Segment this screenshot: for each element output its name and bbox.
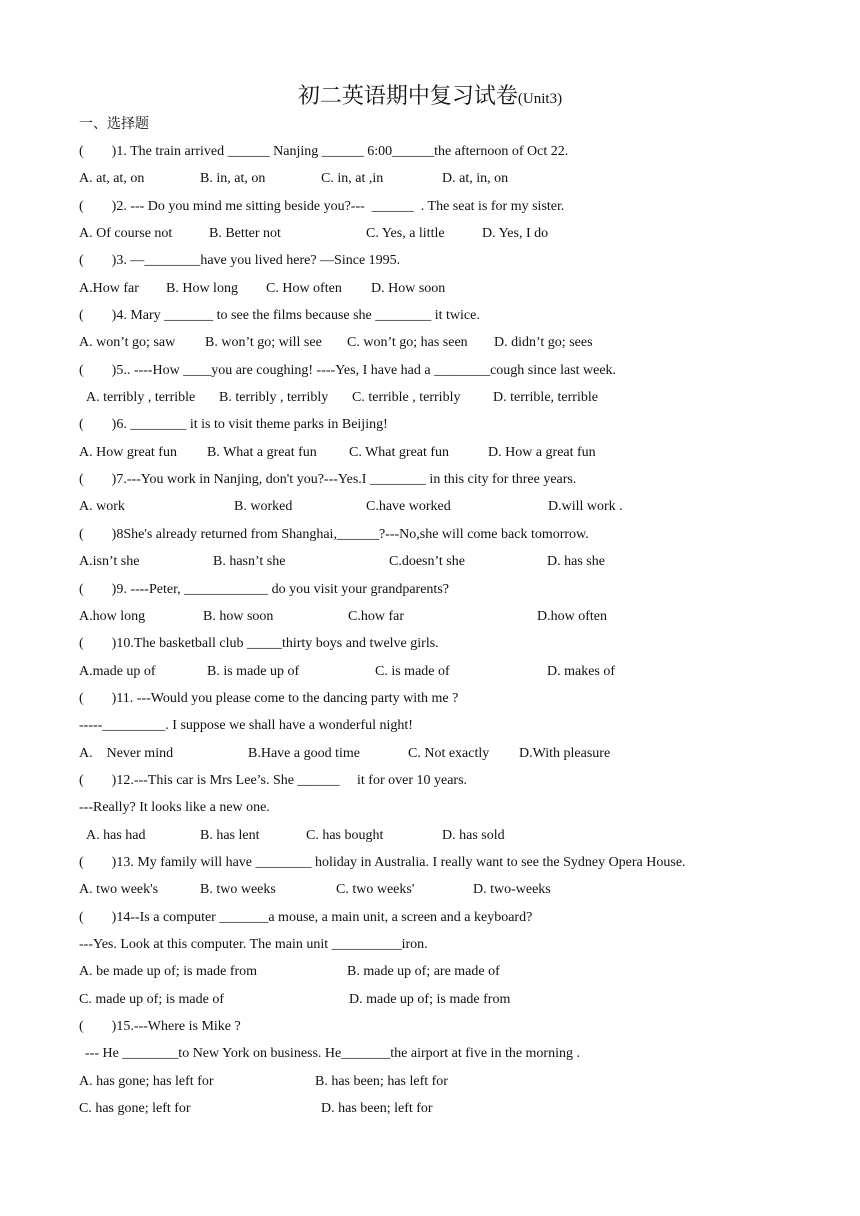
question-line [79,250,799,277]
line-text: ( )6. ________ it is to visit theme parks in Beijing! [79,417,388,433]
option-text: A. Never mind [79,745,174,761]
question-line [79,688,799,715]
option-text: C.have worked [366,499,451,515]
question-line [79,360,799,387]
line-text: ---Really? It looks like a new one. [79,800,270,816]
option-text: B. Better not [209,226,281,242]
line-text: ( )7.---You work in Nanjing, don't you?---Yes.I ________ in this city for three years. [79,472,577,488]
question-line [79,196,799,223]
options-row [79,879,799,906]
option-text: D. has she [547,554,605,570]
options-row [79,1098,799,1125]
options-row [79,743,799,770]
line-text: ( )4. Mary _______ to see the films because she ________ it twice. [79,308,480,324]
option-text: C. How often [266,280,342,296]
option-text: A.how long [79,608,146,624]
question-list [79,141,799,1125]
option-text: C. two weeks' [336,882,415,898]
line-text: ( )13. My family will have ________ holiday in Australia. I really want to see the Sydney Opera House. [79,854,686,870]
options-row [79,661,799,688]
options-row [79,1071,799,1098]
question-line [79,633,799,660]
options-row [79,961,799,988]
question-line [79,797,799,824]
line-text: ( )14--Is a computer _______a mouse, a main unit, a screen and a keyboard? [79,909,533,925]
option-text: B. What a great fun [207,444,317,460]
question-line [79,1043,799,1070]
line-text: ( )10.The basketball club _____thirty boys and twelve girls. [79,636,439,652]
line-text: ( )8She's already returned from Shanghai,______?---No,she will come back tomorrow. [79,526,589,542]
option-text: D. two-weeks [473,882,551,898]
question-line [79,579,799,606]
option-text: C. has gone; left for [79,1101,191,1117]
option-text: D. at, in, on [442,171,509,187]
question-line [79,934,799,961]
option-text: D.how often [537,608,607,624]
line-text: ( )15.---Where is Mike ? [79,1019,241,1034]
option-text: D.With pleasure [519,745,611,761]
option-text: A.isn’t she [79,554,140,570]
option-text: B. worked [234,499,293,515]
option-text: B. has lent [200,827,260,843]
option-text: D. How soon [371,280,446,296]
page-title [0,82,860,113]
question-line [79,907,799,934]
option-text: C. has bought [306,827,384,843]
option-text: A. Of course not [79,226,173,242]
options-row [79,551,799,578]
question-line [79,305,799,332]
line-text: ( )1. The train arrived ______ Nanjing ______ 6:00______the afternoon of Oct 22. [79,144,569,159]
option-text: B. how soon [203,608,274,624]
option-text: C. What great fun [349,444,450,460]
option-text: D.will work . [548,499,623,515]
option-text: B. hasn’t she [213,554,286,570]
options-row [79,223,799,250]
options-row [79,168,799,195]
option-text: A. be made up of; is made from [79,964,258,980]
option-text: B. won’t go; will see [205,335,322,351]
option-text: A.made up of [79,663,156,679]
option-text: B. How long [166,280,238,296]
option-text: A. won’t go; saw [79,335,176,351]
option-text: D. How a great fun [488,444,596,460]
options-row [79,606,799,633]
option-text: B.Have a good time [248,745,360,761]
option-text: C. is made of [375,663,450,679]
option-text: A. work [79,499,125,515]
question-line [79,414,799,441]
line-text: ---Yes. Look at this computer. The main unit __________iron. [79,936,428,952]
option-text: C. made up of; is made of [79,991,225,1007]
question-line [79,469,799,496]
options-row [79,332,799,359]
question-line [79,1016,799,1043]
line-text: ( )9. ----Peter, ____________ do you visit your grandparents? [79,581,449,597]
line-text: ( )2. --- Do you mind me sitting beside you?--- ______ . The seat is for my sister. [79,198,565,214]
option-text: D. has been; left for [321,1101,433,1117]
option-text: D. didn’t go; sees [494,335,593,351]
option-text: D. has sold [442,827,505,843]
question-line [79,141,799,168]
option-text: A. has gone; has left for [79,1073,214,1089]
option-text: C. Not exactly [408,745,490,761]
line-text: -----_________. I suppose we shall have a wonderful night! [79,718,413,734]
option-text: D. makes of [547,663,616,679]
option-text: B. in, at, on [200,171,266,187]
option-text: A. terribly , terrible [86,390,196,406]
option-text: D. made up of; is made from [349,991,511,1007]
options-row [79,442,799,469]
option-text: C. in, at ,in [321,171,384,187]
option-text: D. terrible, terrible [493,390,598,406]
option-text: D. Yes, I do [482,226,549,242]
option-text: C. Yes, a little [366,226,445,242]
option-text: A.How far [79,280,139,296]
option-text: C. won’t go; has seen [347,335,468,351]
question-line [79,852,799,879]
line-text: --- He ________to New York on business. He_______the airport at five in the morning . [85,1046,580,1062]
option-text: B. terribly , terribly [219,390,329,406]
option-text: A. How great fun [79,444,177,460]
options-row [79,989,799,1016]
line-text: ( )3. —________have you lived here? —Since 1995. [79,253,401,269]
question-line [79,524,799,551]
title-unit: (Unit3) [517,91,563,107]
option-text: A. two week's [79,882,159,898]
option-text: B. made up of; are made of [347,964,500,980]
option-text: C.how far [348,608,404,624]
title-text: 初二英语期中复习试卷 [297,83,518,108]
option-text: C.doesn’t she [389,554,465,570]
options-row [79,278,799,305]
options-row [79,387,799,414]
option-text: C. terrible , terribly [352,390,461,406]
options-row [79,496,799,523]
option-text: B. is made up of [207,663,300,679]
section-heading: 一、选择题 [79,117,149,132]
options-row [79,825,799,852]
question-line [79,715,799,742]
line-text: ( )5.. ----How ____you are coughing! ----Yes, I have had a ________cough since last week. [79,362,617,378]
line-text: ( )12.---This car is Mrs Lee’s. She ______ it for over 10 years. [79,772,468,788]
line-text: ( )11. ---Would you please come to the dancing party with me ? [79,690,459,706]
option-text: B. two weeks [200,882,276,898]
option-text: B. has been; has left for [315,1073,448,1089]
question-line [79,770,799,797]
option-text: A. at, at, on [79,171,145,187]
option-text: A. has had [86,827,146,843]
